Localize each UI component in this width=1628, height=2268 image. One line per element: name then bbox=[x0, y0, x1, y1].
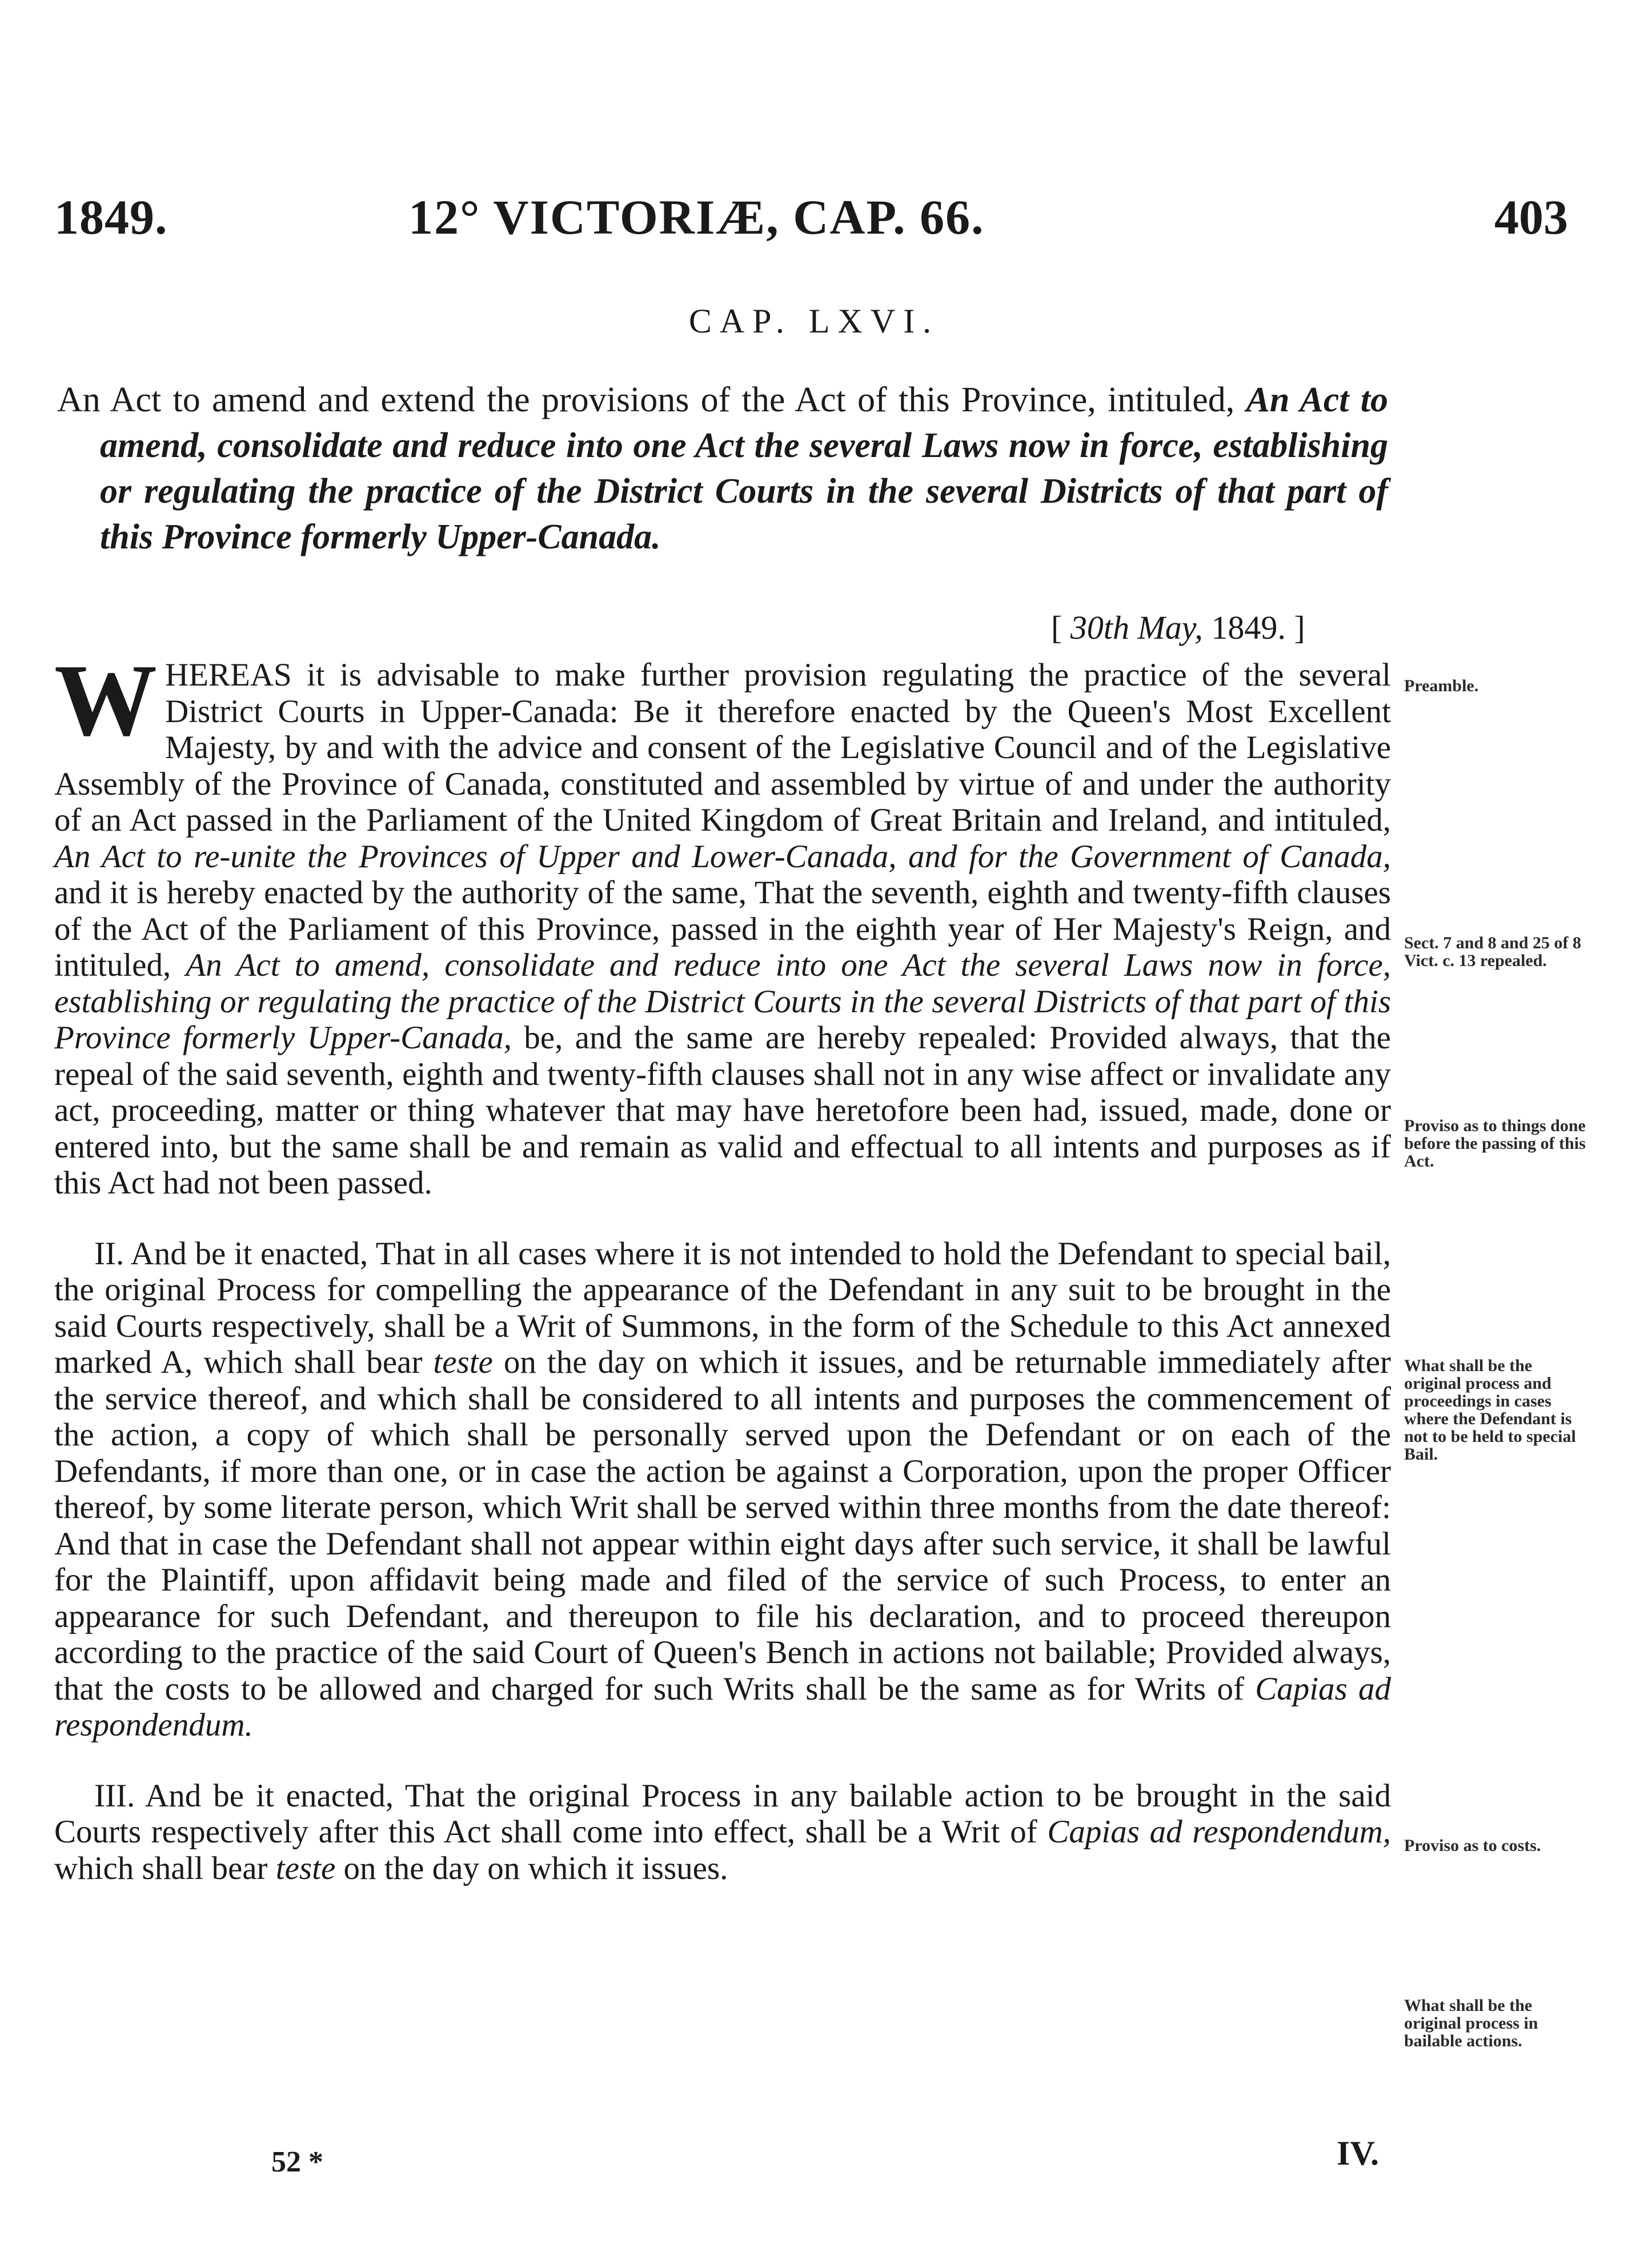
assent-date: [ 30th May, 1849. ] bbox=[1051, 609, 1305, 646]
margin-note-proviso-things-done: Proviso as to things done before the passing of this Act. bbox=[1404, 1116, 1586, 1171]
act-title-text bbox=[57, 377, 1388, 560]
section-3-paragraph: III. And be it enacted, That the original Process in any bailable action to be brought in the said Courts respectively after this Act shall come into effect, shall be a Writ of Capias ad respondendum, which shall bear teste on the day on which it issues. bbox=[54, 1777, 1391, 1886]
section-2-paragraph: II. And be it enacted, That in all cases where it is not intended to hold the Defendant to special bail, the original Process for compelling the appearance of the Defendant in any suit to be brought in the said Courts respectively, shall be a Writ of Summons, in the form of the Schedule to this Act annexed marked A, which shall bear teste on the day on which it issues, and be returnable immediately after the service thereof, and which shall be considered to all intents and purposes the commencement of the action, a copy of which shall be personally served upon the Defendant or on each of the Defendants, if more than one, or in case the action be against a Corporation, upon the proper Officer thereof, by some literate person, which Writ shall be served within three months from the date thereof: And that in case the Defendant shall not appear within eight days after such service, it shall be lawful for the Plaintiff, upon affidavit being made and filed of the service of such Process, to enter an appearance for such Defendant, and thereupon to file his declaration, and to proceed thereupon according to the practice of the said Court of Queen's Bench in actions not bailable; Provided always, that the costs to be allowed and charged for such Writs shall be the same as for Writs of Capias ad respondendum. bbox=[54, 1235, 1391, 1743]
page-number: 403 bbox=[1494, 190, 1568, 245]
margin-note-proviso-costs: Proviso as to costs. bbox=[1404, 1836, 1541, 1855]
signature-mark: 52 * bbox=[271, 2146, 323, 2178]
act-body bbox=[54, 643, 1392, 1886]
header-title: 12° VICTORIÆ, CAP. 66. bbox=[408, 190, 985, 245]
preamble-paragraph: WHEREAS it is advisable to make further provision regulating the practice of the several District Courts in Upper-Canada: Be it therefore enacted by the Queen's Most Excellent Majesty, by and with the advice and consent of the Legislative Council and of the Legislative Assembly of the Province of Canada, constituted and assembled by virtue of and under the authority of an Act passed in the Parliament of the United Kingdom of Great Britain and Ireland, and intituled, An Act to re-unite the Provinces of Upper and Lower-Canada, and for the Government of Canada, and it is hereby enacted by the authority of the same, That the seventh, eighth and twenty-fifth clauses of the Act of the Parliament of this Province, passed in the eighth year of Her Majesty's Reign, and intituled, An Act to amend, consolidate and reduce into one Act the several Laws now in force, establishing or regulating the practice of the District Courts in the several Districts of that part of this Province formerly Upper-Canada, be, and the same are hereby repealed: Provided always, that the repeal of the said seventh, eighth and twenty-fifth clauses shall not in any wise affect or invalidate any act, proceeding, matter or thing whatever that may have heretofore been had, issued, made, done or entered into, but the same shall be and remain as valid and effectual to all intents and purposes as if this Act had not been passed. bbox=[54, 643, 1392, 1201]
margin-note-repeal: Sect. 7 and 8 and 25 of 8 Vict. c. 13 repealed. bbox=[1404, 933, 1582, 970]
running-header bbox=[54, 189, 1568, 251]
margin-note-bailable-actions: What shall be the original process in bailable actions. bbox=[1404, 1996, 1538, 2050]
chapter-heading: CAP. LXVI. bbox=[688, 302, 940, 340]
act-title bbox=[57, 377, 1388, 560]
catchword: IV. bbox=[1337, 2134, 1379, 2172]
act-title-quoted: An Act to amend, consolidate and reduce into one Act the several Laws now in force, establishing or regulating the practice of the District Courts in the several Districts of that part of this Province formerly Upper-Canada. bbox=[100, 380, 1388, 556]
header-year: 1849. bbox=[54, 190, 168, 245]
margin-note-preamble: Preamble. bbox=[1404, 676, 1479, 695]
drop-cap: W bbox=[54, 643, 157, 757]
margin-note-original-process: What shall be the original process and proceedings in cases where the Defendant is not to be held to special Bail. bbox=[1404, 1356, 1576, 1464]
act-title-lead: An Act to amend and extend the provisions of the Act of this Province, intituled, bbox=[57, 380, 1246, 419]
assent-date-day: 30th May, bbox=[1070, 609, 1203, 646]
